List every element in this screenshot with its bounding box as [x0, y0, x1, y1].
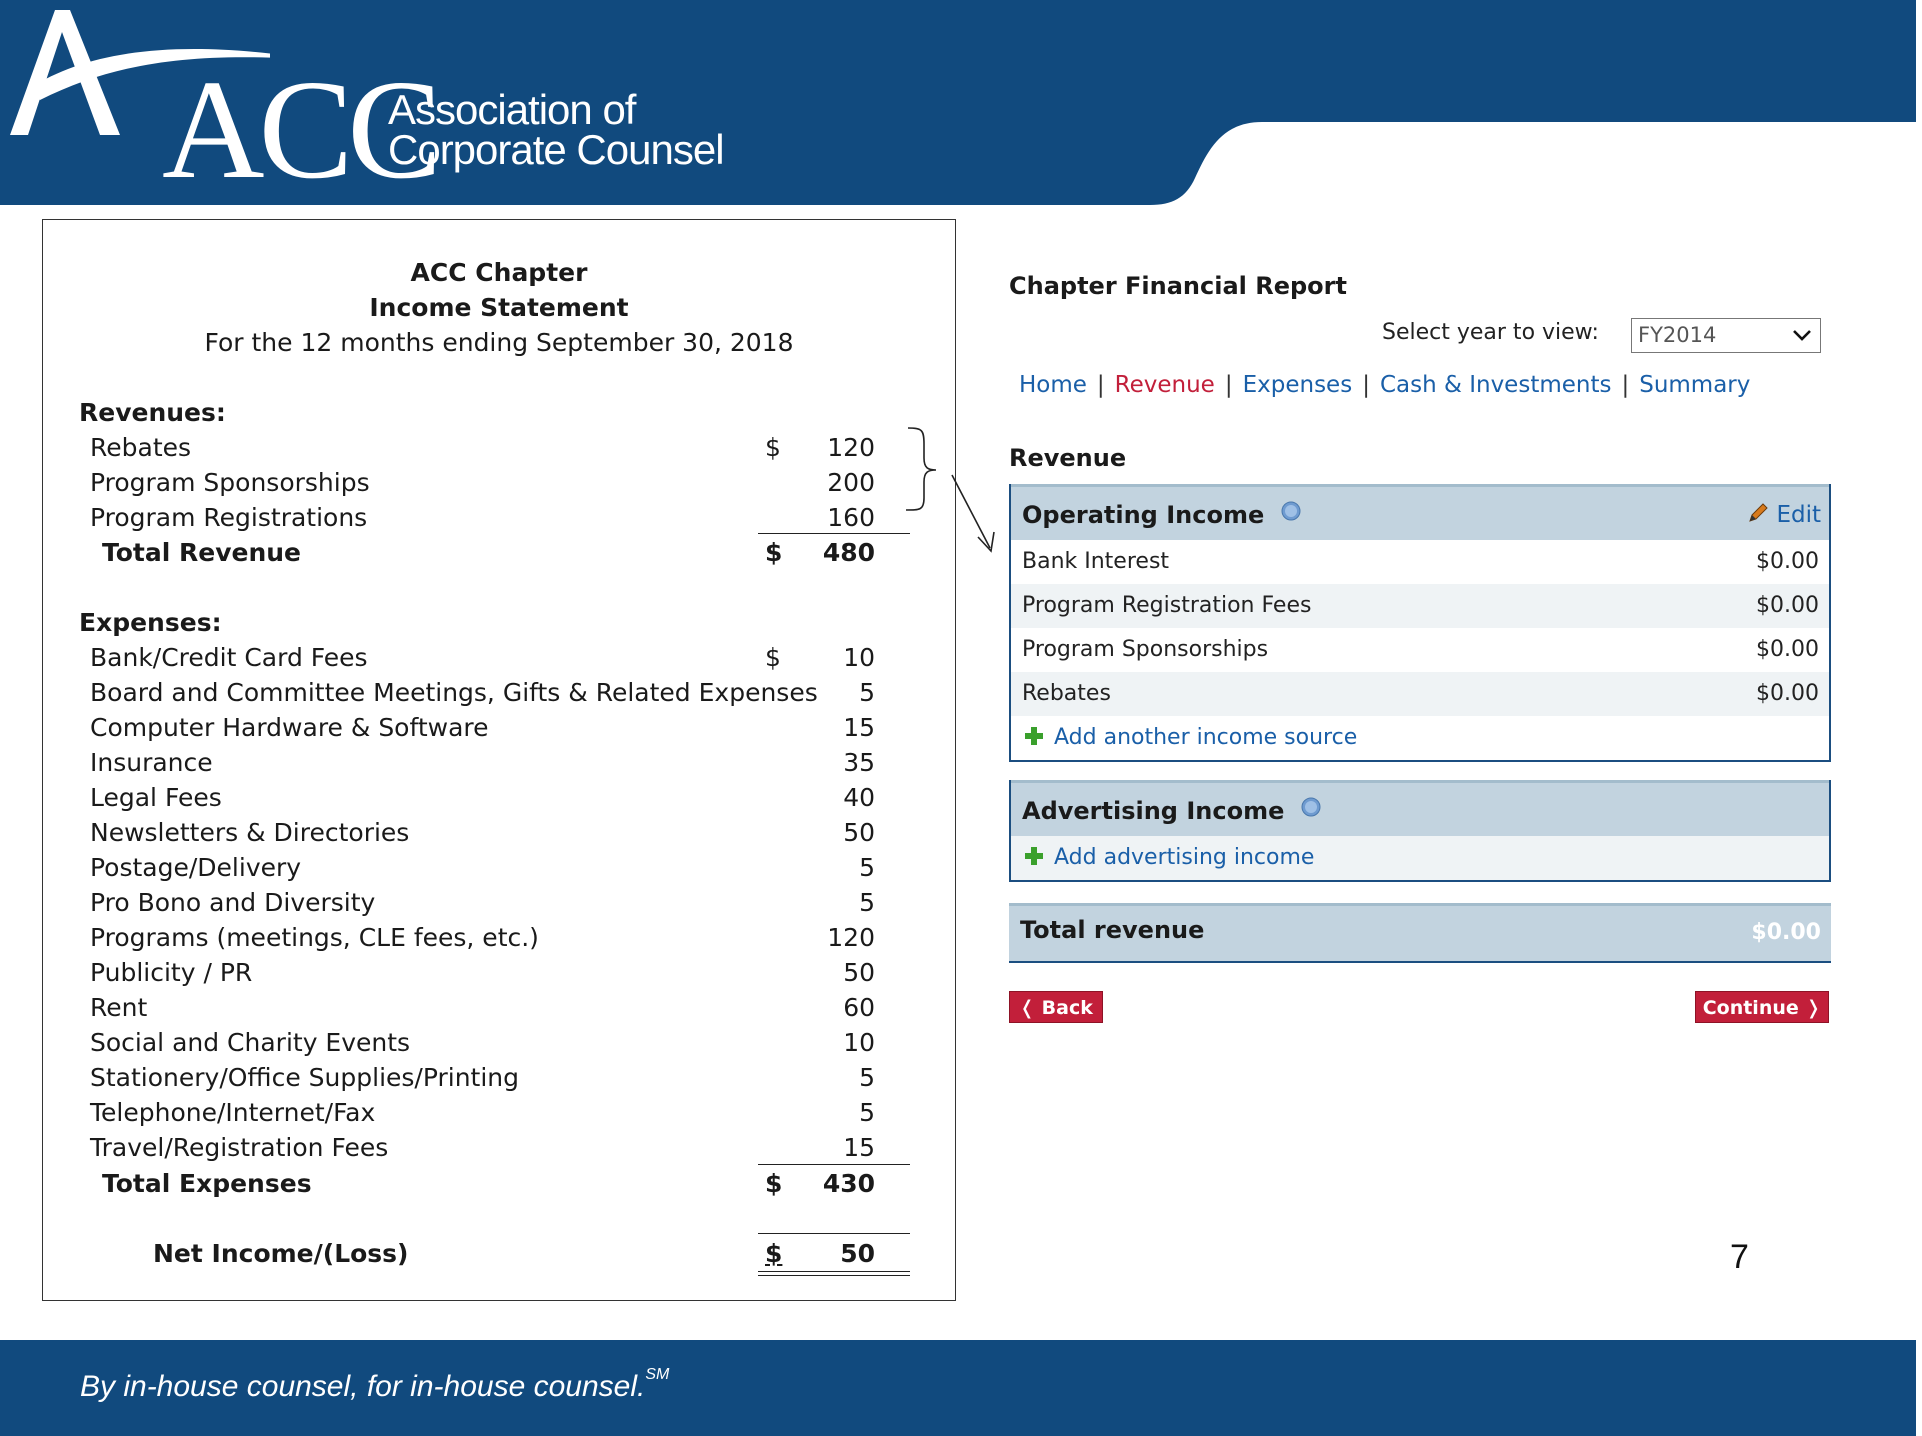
expense-value: 5 [859, 678, 875, 707]
section-title: Revenue [1009, 444, 1127, 472]
logo-name-line1: Association of [388, 86, 636, 133]
expense-label: Newsletters & Directories [90, 818, 410, 847]
revenues-heading-row [43, 395, 955, 430]
net-rule-top [758, 1233, 910, 1234]
total-revenue-panel-label: Total revenue [1020, 916, 1205, 944]
statement-title: ACC Chapter [410, 258, 588, 287]
income-item-label: Program Registration Fees [1022, 593, 1312, 618]
expense-row [43, 1095, 955, 1130]
net-rule-bottom-1 [758, 1271, 910, 1272]
total-expenses-row [43, 1166, 955, 1201]
expense-value: 120 [827, 923, 875, 952]
help-icon[interactable] [1301, 797, 1321, 817]
expense-label: Computer Hardware & Software [90, 713, 489, 742]
expense-row [43, 920, 955, 955]
revenue-label: Rebates [90, 433, 192, 462]
expense-label: Insurance [90, 748, 213, 777]
app-title: Chapter Financial Report [1009, 272, 1347, 300]
expense-label: Pro Bono and Diversity [90, 888, 376, 917]
income-item-amount: $0.00 [1756, 637, 1819, 662]
expense-row [43, 885, 955, 920]
expense-value: 10 [843, 1028, 875, 1057]
advertising-income-heading: Advertising Income [1022, 797, 1285, 825]
revenue-row [43, 430, 955, 465]
page-number: 7 [1730, 1238, 1749, 1276]
revenue-value: 160 [827, 503, 875, 532]
pencil-icon [1747, 502, 1769, 524]
back-button[interactable]: ❬ Back [1009, 991, 1103, 1023]
help-icon[interactable] [1281, 501, 1301, 521]
service-mark: SM [645, 1366, 670, 1383]
expense-value: 50 [843, 958, 875, 987]
chevron-down-icon [1790, 323, 1814, 347]
statement-period: For the 12 months ending September 30, 2018 [204, 328, 794, 357]
expenses-rule [758, 1164, 910, 1165]
year-select-value: FY2014 [1638, 323, 1717, 347]
operating-income-panel [1009, 484, 1831, 762]
tagline-text: By in-house counsel, for in-house counsel. [80, 1370, 646, 1403]
total-expenses-value: 430 [822, 1169, 875, 1198]
income-statement [42, 219, 956, 1301]
advertising-income-header [1011, 780, 1829, 836]
expenses-heading-row [43, 605, 955, 640]
revenue-value: 200 [827, 468, 875, 497]
currency-symbol: $ [765, 1239, 783, 1268]
plus-icon [1025, 847, 1043, 865]
income-item-row [1011, 672, 1829, 716]
logo-letters: ACC [162, 50, 436, 208]
revenue-row [43, 465, 955, 500]
expense-label: Social and Charity Events [90, 1028, 411, 1057]
continue-button[interactable]: Continue ❭ [1695, 991, 1829, 1023]
expense-label: Bank/Credit Card Fees [90, 643, 368, 672]
expense-value: 5 [859, 1063, 875, 1092]
expense-value: 40 [843, 783, 875, 812]
expense-row [43, 1130, 955, 1165]
expense-label: Stationery/Office Supplies/Printing [90, 1063, 520, 1092]
expense-row [43, 955, 955, 990]
net-income-value: 50 [840, 1239, 875, 1268]
expense-label: Publicity / PR [90, 958, 253, 987]
expense-value: 15 [843, 713, 875, 742]
expense-row [43, 745, 955, 780]
expense-row [43, 1025, 955, 1060]
expense-row [43, 850, 955, 885]
revenue-label: Program Sponsorships [90, 468, 370, 497]
nav-home[interactable]: Home [1019, 372, 1087, 398]
total-revenue-panel [1009, 903, 1831, 963]
income-item-amount: $0.00 [1756, 593, 1819, 618]
nav-expenses[interactable]: Expenses [1242, 372, 1353, 398]
revenue-label: Program Registrations [90, 503, 368, 532]
expense-value: 5 [859, 888, 875, 917]
revenue-value: 120 [827, 433, 875, 462]
currency-symbol: $ [765, 643, 781, 672]
income-item-row [1011, 584, 1829, 628]
advertising-income-panel [1009, 780, 1831, 882]
total-expenses-label: Total Expenses [102, 1169, 312, 1198]
income-item-row [1011, 628, 1829, 672]
expense-label: Legal Fees [90, 783, 222, 812]
income-item-label: Bank Interest [1022, 549, 1170, 574]
page-header [0, 0, 1922, 210]
expense-label: Rent [90, 993, 148, 1022]
total-revenue-panel-amount: $0.00 [1751, 920, 1821, 945]
net-income-label: Net Income/(Loss) [153, 1239, 409, 1268]
nav-cash-investments[interactable]: Cash & Investments [1379, 372, 1612, 398]
expense-label: Telephone/Internet/Fax [90, 1098, 376, 1127]
total-revenue-label: Total Revenue [102, 538, 302, 567]
app-nav: Home | Revenue | Expenses | Cash & Investments | Summary [1019, 372, 1751, 398]
page-footer [0, 1340, 1916, 1436]
add-income-source-label: Add another income source [1054, 725, 1358, 750]
expense-row [43, 990, 955, 1025]
expense-row [43, 640, 955, 675]
income-item-label: Program Sponsorships [1022, 637, 1269, 662]
logo-name-line2: Corporate Counsel [388, 126, 724, 173]
operating-income-header [1011, 484, 1829, 540]
nav-revenue[interactable]: Revenue [1114, 372, 1215, 398]
footer-tagline [80, 1366, 670, 1404]
expense-row [43, 710, 955, 745]
expense-value: 5 [859, 1098, 875, 1127]
bracket-arrow [890, 420, 1000, 560]
expense-value: 50 [843, 818, 875, 847]
expense-label: Postage/Delivery [90, 853, 302, 882]
expense-value: 5 [859, 853, 875, 882]
edit-label: Edit [1776, 502, 1821, 528]
net-income-row [43, 1236, 955, 1271]
year-select[interactable] [1631, 318, 1821, 353]
currency-symbol: $ [765, 1169, 783, 1198]
expense-value: 35 [843, 748, 875, 777]
add-advertising-income-link[interactable] [1011, 836, 1829, 880]
net-rule-bottom-2 [758, 1275, 910, 1276]
income-item-amount: $0.00 [1756, 681, 1819, 706]
revenues-heading: Revenues: [79, 398, 226, 427]
currency-symbol: $ [765, 538, 783, 567]
expense-label: Board and Committee Meetings, Gifts & Related Expenses [90, 678, 818, 707]
income-item-label: Rebates [1022, 681, 1111, 706]
statement-subtitle: Income Statement [369, 293, 629, 322]
expense-label: Programs (meetings, CLE fees, etc.) [90, 923, 539, 952]
expense-value: 10 [843, 643, 875, 672]
income-item-row [1011, 540, 1829, 584]
nav-summary[interactable]: Summary [1639, 372, 1751, 398]
expense-label: Travel/Registration Fees [90, 1133, 389, 1162]
expense-row [43, 815, 955, 850]
total-revenue-row [43, 535, 955, 570]
expense-row [43, 1060, 955, 1095]
revenue-rule [758, 533, 910, 534]
year-select-label: Select year to view: [1382, 320, 1599, 345]
expense-value: 60 [843, 993, 875, 1022]
add-income-source-link[interactable] [1011, 716, 1829, 760]
operating-income-heading: Operating Income [1022, 501, 1265, 529]
income-item-amount: $0.00 [1756, 549, 1819, 574]
currency-symbol: $ [765, 433, 781, 462]
edit-button[interactable] [1747, 487, 1821, 543]
expense-value: 15 [843, 1133, 875, 1162]
expense-row [43, 675, 955, 710]
total-revenue-value: 480 [822, 538, 875, 567]
plus-icon [1025, 727, 1043, 745]
add-advertising-income-label: Add advertising income [1054, 845, 1315, 870]
logo-name [388, 86, 724, 173]
expense-row [43, 780, 955, 815]
expenses-heading: Expenses: [79, 608, 222, 637]
revenue-row [43, 500, 955, 535]
